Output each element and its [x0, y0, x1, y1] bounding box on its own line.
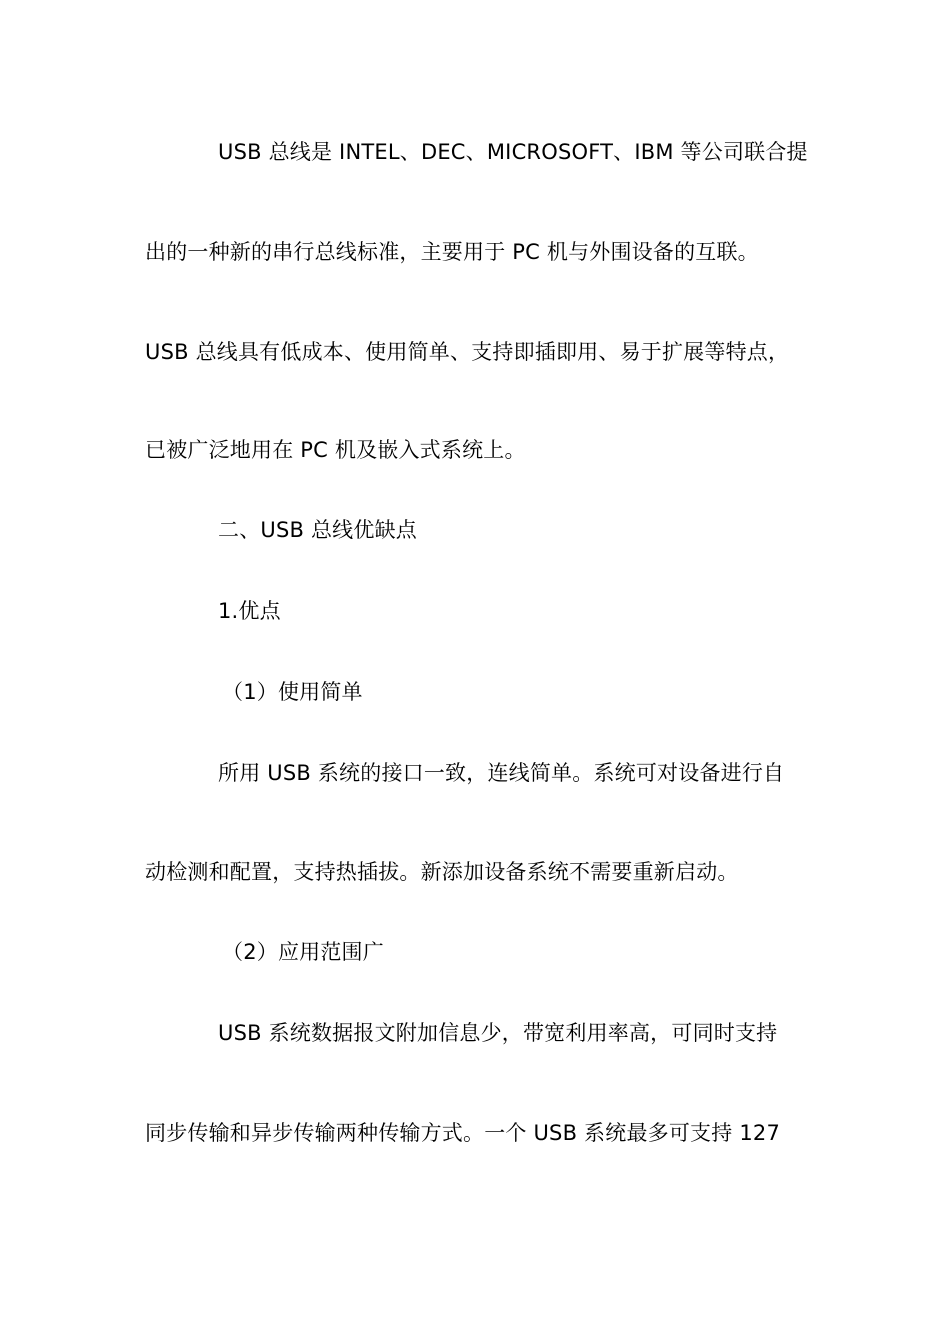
paragraph-item2-line-2: 同步传输和异步传输两种传输方式。一个 USB 系统最多可支持 127: [145, 1121, 781, 1145]
paragraph-intro-line-4: 已被广泛地用在 PC 机及嵌入式系统上。: [145, 438, 526, 462]
paragraph-intro-line-2: 出的一种新的串行总线标准，主要用于 PC 机与外围设备的互联。: [145, 240, 759, 264]
paragraph-item1-line-2: 动检测和配置，支持热插拔。新添加设备系统不需要重新启动。: [145, 860, 739, 884]
item-heading-2: （2）应用范围广: [222, 940, 384, 964]
subsection-heading: 1.优点: [218, 599, 281, 623]
section-heading: 二、USB 总线优缺点: [218, 518, 417, 542]
paragraph-intro-line-1: USB 总线是 INTEL、DEC、MICROSOFT、IBM 等公司联合提: [218, 140, 808, 164]
paragraph-item2-line-1: USB 系统数据报文附加信息少，带宽利用率高，可同时支持: [218, 1021, 778, 1045]
paragraph-intro-line-3: USB 总线具有低成本、使用简单、支持即插即用、易于扩展等特点，: [145, 340, 790, 364]
paragraph-item1-line-1: 所用 USB 系统的接口一致，连线简单。系统可对设备进行自: [218, 761, 785, 785]
item-heading-1: （1）使用简单: [222, 680, 363, 704]
